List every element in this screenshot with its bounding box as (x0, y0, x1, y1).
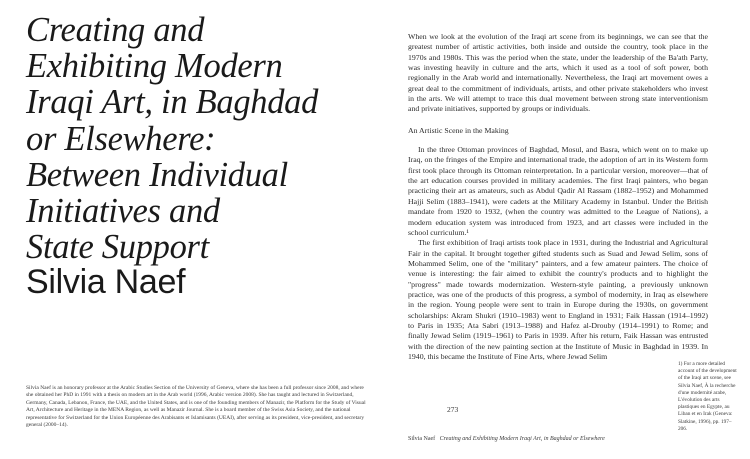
running-head-author: Silvia Naef (408, 436, 436, 442)
title-line: Initiatives and (26, 192, 220, 231)
title-line: Creating and (26, 11, 205, 49)
footnote: 1) For a more detailed account of the development of the Iraqi art scene, see Silvia Naef, À la recherche d'une modernité arabe, L'évolution des arts plastiques en Egypte, au Liban et en Irak (Geneva: Slatkine, 1996), pp. 197–206. (678, 361, 737, 432)
intro-paragraph: When we look at the evolution of the Iraqi art scene from its beginnings, we can see that the greatest number of artistic activities, both inside and outside the country, took place in the 1970s and 1980s. This was the period when the state, under the leadership of the Ba'ath Party, was investing heavily in culture and the arts, which it used as a tool of soft power, both regionally in the Arab world and internationally. Nevertheless, the Iraqi art movement owes a great deal to the commitment of individuals, artists, and other private stakeholders who invest in the arts. We will attempt to trace this dual movement between strong state interventionism and private initiatives, supported by groups or individuals. (408, 32, 708, 114)
section-subheading: An Artistic Scene in the Making (408, 125, 509, 135)
body-text (408, 32, 708, 362)
running-head (408, 436, 605, 442)
title-line: Between Individual (26, 155, 288, 194)
page-number: 273 (447, 405, 459, 414)
title-line: or Elsewhere: (26, 119, 216, 158)
title-line: Iraqi Art, in Baghdad (26, 83, 319, 122)
title-line: State Support (26, 228, 209, 267)
running-head-title: Creating and Exhibiting Modern Iraqi Art, in Baghdad or Elsewhere (439, 436, 605, 442)
chapter-title (26, 12, 396, 265)
author-bio: Silvia Naef is an honorary professor at the Arabic Studies Section of the University of Geneva, where she has been a full professor since 2008, and where she obtained her PhD in 1991 with a thesis on modern art in the Arab world (1996, Arabic version 2008). She has taught and lectured in Switzerland, Germany, Canada, Lebanon, France, the UAE, and the United States, and is one of the founding members of Manazir, the Platform for the Study of Visual Art, Architecture and Heritage in the MENA Region, as well as Manazir Journal. She is a board member of the Swiss Asia Society, and the national representative for Switzerland for the Union Européenne des Arabisants et Islamisants (UEAI), after serving as its president, vice-president, and secretary general (2000–14). (26, 385, 366, 429)
author-name: Silvia Naef (26, 263, 186, 301)
title-line: Exhibiting Modern (26, 47, 283, 86)
body-paragraph: In the three Ottoman provinces of Baghdad, Mosul, and Basra, which went on to make up Iraq, on the fringes of the Empire and international trade, the adoption of art in its Western form first took place through its Ottoman reinterpretation. In a particular version, moreover—that of the art education courses provided in military academies. The first Iraqi painters, who began practicing their art as amateurs, such as Abdul Qadir Al Rassam (1882–1952) and Mohammed Hajji Selim (1883–1941), were cadets at the Military Academy in Istanbul. Under the British mandate from 1920 to 1932, (when the country was admitted to the League of Nations), a modern education system was introduced from 1923, and art classes were included in the school curriculum.¹ (408, 145, 708, 237)
body-paragraph: The first exhibition of Iraqi artists took place in 1931, during the Industrial and Agricultural Fair in the capital. It brought together gifted students such as Suad and Jewad Selim, sons of Mohammed Selim, one of the "military" painters, and a few amateur painters. The choice of venue is interesting: the fair aimed to exhibit the country's products and to highlight the "progress" made towards modernization. Western-style painting, a previously unknown practice, was one of the products of this progress, a symbol of modernity, in Iraq as elsewhere in the region. Young people were sent to train in Europe during the 1930s, on government scholarships: Akram Shukri (1910–1983) went to England in 1931; Faik Hassan (1914–1992) to Paris in 1935; Ata Sabri (1913–1988) and Hafez al-Drouby (1914–1991) to Rome; and finally Jewad Selim (1919–1961) to Paris in 1939. After his return, Faik Hassan was entrusted with the direction of the new painting section at the Institute of Music in Baghdad in 1939. In 1940, this became the Institute of Fine Arts, where Jewad Selim (408, 238, 708, 361)
